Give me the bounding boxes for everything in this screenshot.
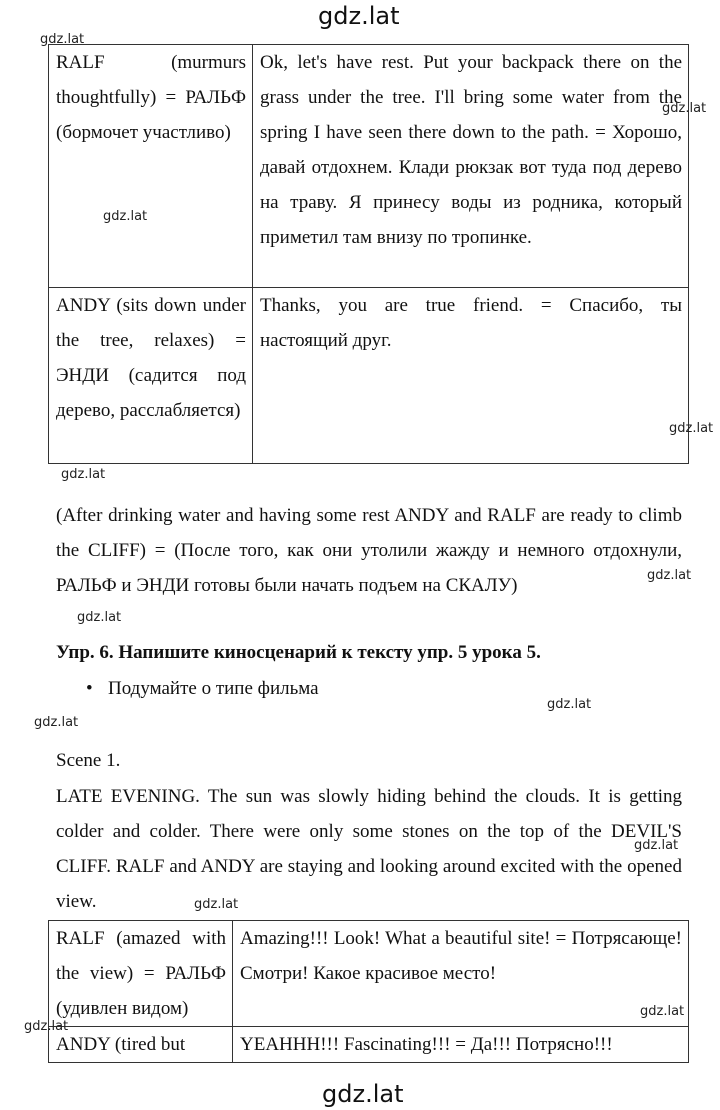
dialogue-cell: YEAHHH!!! Fascinating!!! = Да!!! Потрясно!!! <box>233 1027 689 1063</box>
scene-description: LATE EVENING. The sun was slowly hiding behind the clouds. It is getting colder and colder. There were only some stones on the top of the DEVIL'S CLIFF. RALF and ANDY are staying and looking around excited with the opened view. <box>56 786 682 912</box>
scene-title: Scene 1. <box>56 750 121 771</box>
watermark: gdz.lat <box>40 32 85 47</box>
watermark: gdz.lat <box>34 715 79 730</box>
watermark: gdz.lat <box>634 838 679 853</box>
script-table-1 <box>48 44 689 464</box>
watermark: gdz.lat <box>547 697 592 712</box>
speaker-cell: RALF (murmurs thoughtfully) = РАЛЬФ (бормочет участливо) <box>49 45 253 288</box>
speaker-cell: RALF (amazed with the view) = РАЛЬФ (удивлен видом) <box>49 921 233 1027</box>
exercise-heading: Упр. 6. Напишите киносценарий к тексту упр. 5 урока 5. <box>56 642 541 663</box>
dialogue-cell: Amazing!!! Look! What a beautiful site! = Потрясающе! Смотри! Какое красивое место! <box>233 921 689 1027</box>
dialogue-cell: Thanks, you are true friend. = Спасибо, ты настоящий друг. <box>253 288 689 464</box>
table-row <box>49 288 689 464</box>
watermark: gdz.lat <box>77 610 122 625</box>
watermark: gdz.lat <box>647 568 692 583</box>
table-row <box>49 45 689 288</box>
watermark-bottom: gdz.lat <box>322 1080 404 1108</box>
watermark: gdz.lat <box>61 467 106 482</box>
table-row <box>49 921 689 1027</box>
watermark-top: gdz.lat <box>318 2 400 30</box>
watermark: gdz.lat <box>669 421 714 436</box>
watermark: gdz.lat <box>24 1019 69 1034</box>
speaker-cell: ANDY (sits down under the tree, relaxes) = ЭНДИ (садится под дерево, расслабляется) <box>49 288 253 464</box>
watermark: gdz.lat <box>662 101 707 116</box>
stage-direction-paragraph: (After drinking water and having some rest ANDY and RALF are ready to climb the CLIFF) = (После того, как они утолили жажду и немного отдохнули, РАЛЬФ и ЭНДИ готовы были начать подъем на СКАЛУ) <box>56 505 682 596</box>
dialogue-cell: Ok, let's have rest. Put your backpack there on the grass under the tree. I'll bring some water from the spring I have seen there down to the path. = Хорошо, давай отдохнем. Клади рюкзак вот туда под дерево на траву. Я принесу воды из родника, который приметил там внизу по тропинке. <box>253 45 689 288</box>
speaker-cell: ANDY (tired but <box>49 1027 233 1063</box>
bullet-item <box>86 678 319 700</box>
watermark: gdz.lat <box>640 1004 685 1019</box>
watermark: gdz.lat <box>103 209 148 224</box>
watermark: gdz.lat <box>194 897 239 912</box>
bullet-icon: • <box>86 678 93 699</box>
bullet-text: Подумайте о типе фильма <box>108 678 319 699</box>
table-row <box>49 1027 689 1063</box>
script-table-2 <box>48 920 689 1063</box>
